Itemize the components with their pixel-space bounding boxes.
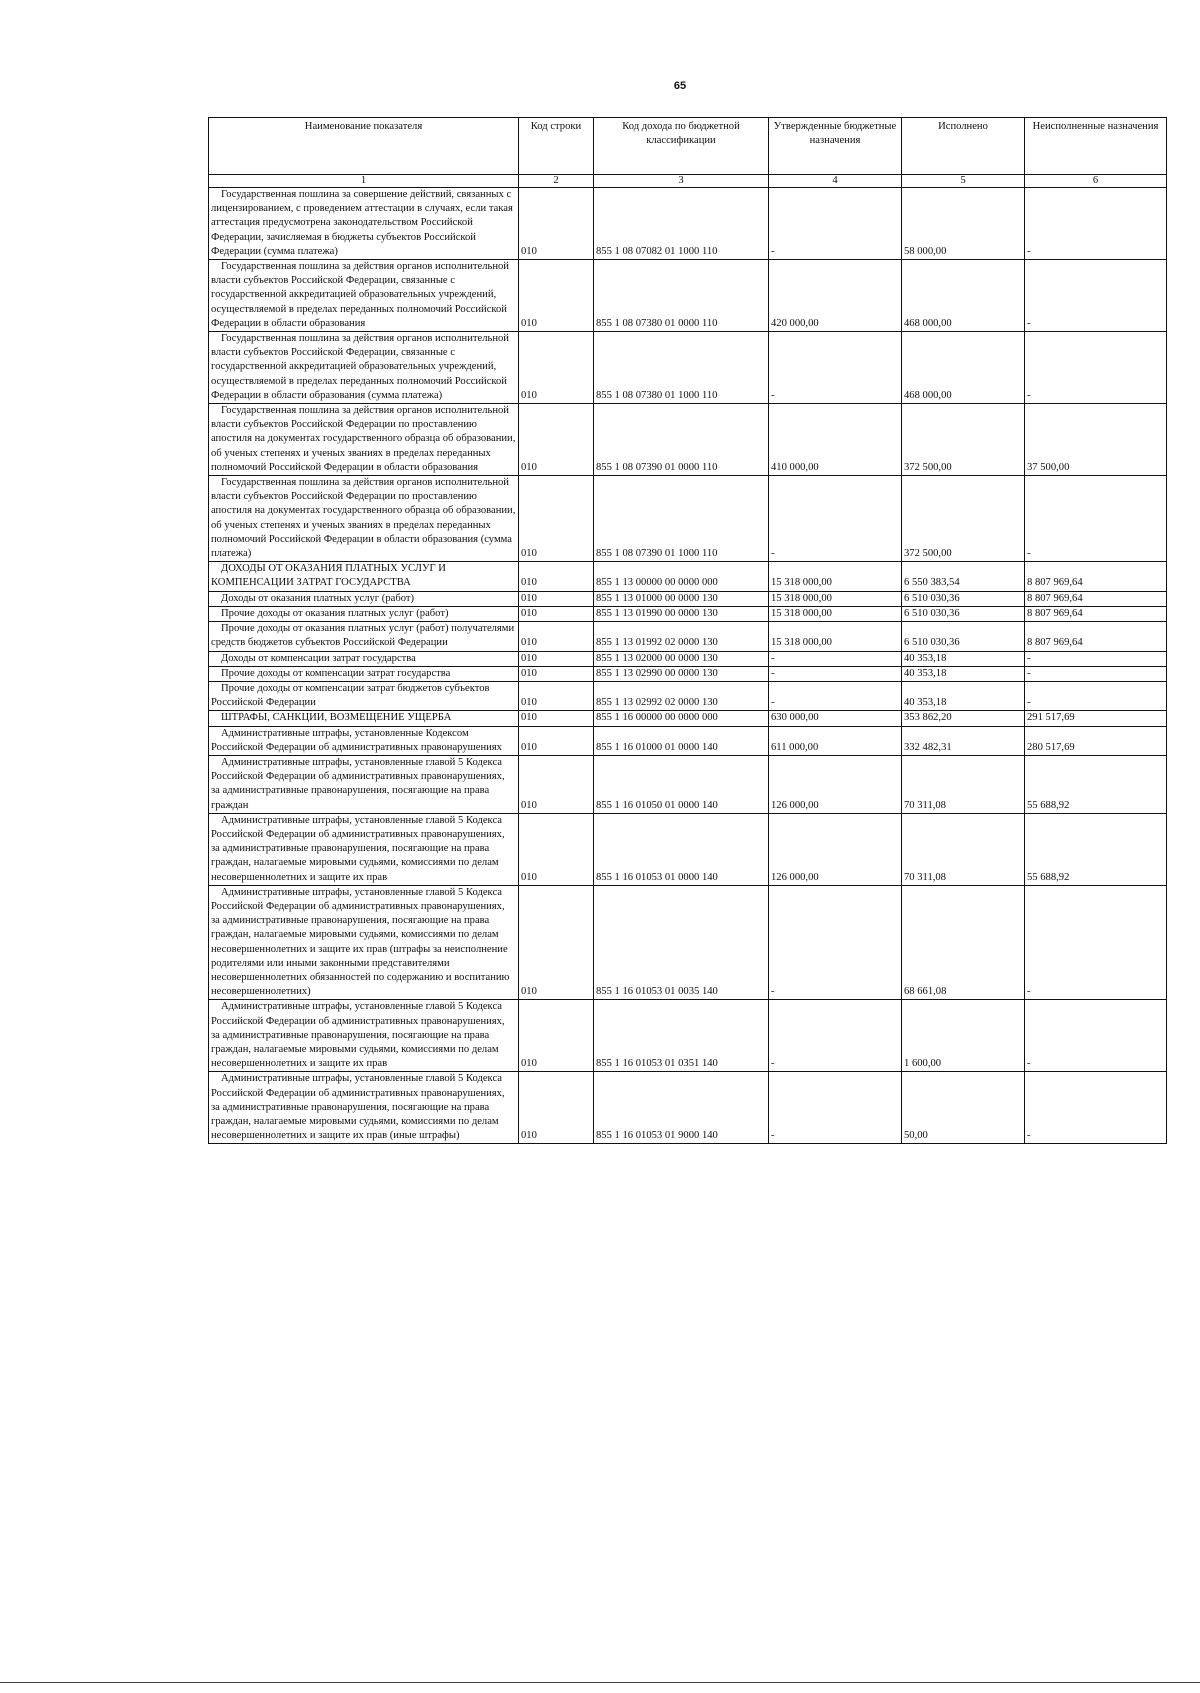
income-code-cell: 855 1 16 01053 01 9000 140 (594, 1072, 769, 1144)
table-row (209, 755, 1167, 813)
line-code-cell: 010 (519, 681, 594, 710)
table-row (209, 711, 1167, 726)
column-number: 6 (1025, 175, 1167, 188)
executed-cell: 6 510 030,36 (902, 622, 1025, 651)
budget-execution-table (208, 117, 1167, 1144)
executed-cell: 6 510 030,36 (902, 606, 1025, 621)
indicator-name: Государственная пошлина за совершение действий, связанных с лицензированием, с проведением аттестации в случаях, если такая аттестация предусмотрена законодательством Российской Федерации, зачисляемая в бюджеты субъектов Российской Федерации (сумма платежа) (211, 189, 513, 257)
executed-cell: 6 510 030,36 (902, 591, 1025, 606)
income-code-cell: 855 1 16 01053 01 0351 140 (594, 1000, 769, 1072)
approved-cell: 15 318 000,00 (769, 606, 902, 621)
approved-cell: - (769, 476, 902, 562)
column-number: 5 (902, 175, 1025, 188)
table-row (209, 476, 1167, 562)
line-code-cell: 010 (519, 591, 594, 606)
income-code-cell: 855 1 08 07082 01 1000 110 (594, 188, 769, 260)
indicator-name-cell (209, 1072, 519, 1144)
income-code-cell: 855 1 16 00000 00 0000 000 (594, 711, 769, 726)
line-code-cell: 010 (519, 606, 594, 621)
income-code-cell: 855 1 16 01000 01 0000 140 (594, 726, 769, 755)
unexecuted-cell: - (1025, 332, 1167, 404)
approved-cell: 611 000,00 (769, 726, 902, 755)
unexecuted-cell: - (1025, 1072, 1167, 1144)
indicator-name-cell (209, 404, 519, 476)
income-code-cell: 855 1 13 01992 02 0000 130 (594, 622, 769, 651)
column-number: 4 (769, 175, 902, 188)
unexecuted-cell: - (1025, 681, 1167, 710)
unexecuted-cell: - (1025, 188, 1167, 260)
executed-cell: 40 353,18 (902, 666, 1025, 681)
indicator-name: Доходы от оказания платных услуг (работ) (221, 592, 415, 604)
executed-cell: 70 311,08 (902, 813, 1025, 885)
column-number: 1 (209, 175, 519, 188)
executed-cell: 1 600,00 (902, 1000, 1025, 1072)
table-body (209, 188, 1167, 1144)
unexecuted-cell: - (1025, 666, 1167, 681)
line-code-cell: 010 (519, 666, 594, 681)
approved-cell: - (769, 1072, 902, 1144)
executed-cell: 372 500,00 (902, 404, 1025, 476)
indicator-name-cell (209, 755, 519, 813)
approved-cell: 126 000,00 (769, 755, 902, 813)
approved-cell: 15 318 000,00 (769, 622, 902, 651)
income-code-cell: 855 1 16 01050 01 0000 140 (594, 755, 769, 813)
indicator-name-cell (209, 332, 519, 404)
indicator-name-cell (209, 711, 519, 726)
approved-cell: - (769, 1000, 902, 1072)
executed-cell: 70 311,08 (902, 755, 1025, 813)
line-code-cell: 010 (519, 260, 594, 332)
line-code-cell: 010 (519, 1072, 594, 1144)
line-code-cell: 010 (519, 404, 594, 476)
table-row (209, 651, 1167, 666)
line-code-cell: 010 (519, 711, 594, 726)
table-row (209, 606, 1167, 621)
unexecuted-cell: 55 688,92 (1025, 755, 1167, 813)
indicator-name: Прочие доходы от оказания платных услуг (работ) получателями средств бюджетов субъектов Российской Федерации (211, 623, 515, 649)
header-executed: Исполнено (902, 118, 1025, 175)
approved-cell: - (769, 885, 902, 1000)
indicator-name: Административные штрафы, установленные главой 5 Кодекса Российской Федерации об административных правонарушениях, за административные правонарушения, посягающие на права граждан, налагаемые мировыми судьями, комиссиями по делам несовершеннолетних и защите их прав (211, 814, 505, 883)
line-code-cell: 010 (519, 726, 594, 755)
approved-cell: - (769, 188, 902, 260)
indicator-name: Государственная пошлина за действия органов исполнительной власти субъектов Российской Федерации, связанные с государственной аккредитацией образовательных учреждений, осуществляемой в пределах переданных полномочий Российской Федерации в области образования (сумма платежа) (211, 333, 509, 401)
income-code-cell: 855 1 16 01053 01 0035 140 (594, 885, 769, 1000)
income-code-cell: 855 1 08 07380 01 0000 110 (594, 260, 769, 332)
header-income-code: Код дохода по бюджетной классификации (594, 118, 769, 175)
executed-cell: 332 482,31 (902, 726, 1025, 755)
approved-cell: 630 000,00 (769, 711, 902, 726)
indicator-name-cell (209, 188, 519, 260)
table-row (209, 188, 1167, 260)
income-code-cell: 855 1 13 02990 00 0000 130 (594, 666, 769, 681)
unexecuted-cell: 37 500,00 (1025, 404, 1167, 476)
unexecuted-cell: - (1025, 260, 1167, 332)
approved-cell: 420 000,00 (769, 260, 902, 332)
indicator-name-cell (209, 651, 519, 666)
income-code-cell: 855 1 16 01053 01 0000 140 (594, 813, 769, 885)
indicator-name-cell (209, 681, 519, 710)
approved-cell: 15 318 000,00 (769, 591, 902, 606)
executed-cell: 468 000,00 (902, 332, 1025, 404)
header-approved: Утвержденные бюджетные назначения (769, 118, 902, 175)
table-row (209, 726, 1167, 755)
table-row (209, 885, 1167, 1000)
unexecuted-cell: 55 688,92 (1025, 813, 1167, 885)
column-number: 2 (519, 175, 594, 188)
indicator-name: Государственная пошлина за действия органов исполнительной власти субъектов Российской Федерации по проставлению апостиля на документах государственного образца об образовании, об ученых степенях и ученых званиях в пределах переданных полномочий Российской Федерации в области образования (211, 405, 516, 473)
indicator-name-cell (209, 562, 519, 591)
unexecuted-cell: 8 807 969,64 (1025, 591, 1167, 606)
table-row (209, 1000, 1167, 1072)
indicator-name: Административные штрафы, установленные главой 5 Кодекса Российской Федерации об административных правонарушениях, за административные правонарушения, посягающие на права граждан, налагаемые мировыми судьями, комиссиями по делам несовершеннолетних и защите их прав (иные штрафы) (211, 1073, 505, 1142)
indicator-name: Государственная пошлина за действия органов исполнительной власти субъектов Российской Федерации, связанные с государственной аккредитацией образовательных учреждений, осуществляемой в пределах переданных полномочий Российской Федерации в области образования (211, 261, 509, 329)
table-row (209, 622, 1167, 651)
indicator-name: Прочие доходы от оказания платных услуг (работ) (221, 607, 449, 619)
line-code-cell: 010 (519, 885, 594, 1000)
table-row (209, 681, 1167, 710)
line-code-cell: 010 (519, 188, 594, 260)
income-code-cell: 855 1 13 02992 02 0000 130 (594, 681, 769, 710)
executed-cell: 58 000,00 (902, 188, 1025, 260)
executed-cell: 468 000,00 (902, 260, 1025, 332)
indicator-name: Административные штрафы, установленные главой 5 Кодекса Российской Федерации об административных правонарушениях, за административные правонарушения, посягающие на права граждан (211, 756, 505, 811)
indicator-name-cell (209, 1000, 519, 1072)
indicator-name: ДОХОДЫ ОТ ОКАЗАНИЯ ПЛАТНЫХ УСЛУГ И КОМПЕНСАЦИИ ЗАТРАТ ГОСУДАРСТВА (211, 563, 446, 589)
line-code-cell: 010 (519, 476, 594, 562)
indicator-name-cell (209, 476, 519, 562)
executed-cell: 40 353,18 (902, 651, 1025, 666)
column-number-row (209, 175, 1167, 188)
indicator-name-cell (209, 606, 519, 621)
approved-cell: 410 000,00 (769, 404, 902, 476)
indicator-name: Прочие доходы от компенсации затрат бюджетов субъектов Российской Федерации (211, 682, 490, 709)
unexecuted-cell: - (1025, 651, 1167, 666)
income-code-cell: 855 1 13 01000 00 0000 130 (594, 591, 769, 606)
indicator-name-cell (209, 622, 519, 651)
executed-cell: 372 500,00 (902, 476, 1025, 562)
header-indicator-name: Наименование показателя (209, 118, 519, 175)
executed-cell: 40 353,18 (902, 681, 1025, 710)
executed-cell: 68 661,08 (902, 885, 1025, 1000)
approved-cell: 126 000,00 (769, 813, 902, 885)
unexecuted-cell: - (1025, 1000, 1167, 1072)
indicator-name: Административные штрафы, установленные главой 5 Кодекса Российской Федерации об административных правонарушениях, за административные правонарушения, посягающие на права граждан, налагаемые мировыми судьями, комиссиями по делам несовершеннолетних и защите их прав (211, 1001, 505, 1070)
unexecuted-cell: - (1025, 476, 1167, 562)
table-row (209, 813, 1167, 885)
executed-cell: 353 862,20 (902, 711, 1025, 726)
line-code-cell: 010 (519, 755, 594, 813)
indicator-name: Доходы от компенсации затрат государства (221, 652, 416, 664)
indicator-name-cell (209, 726, 519, 755)
income-code-cell: 855 1 08 07390 01 0000 110 (594, 404, 769, 476)
table-row (209, 562, 1167, 591)
column-number: 3 (594, 175, 769, 188)
table-row (209, 591, 1167, 606)
unexecuted-cell: 280 517,69 (1025, 726, 1167, 755)
line-code-cell: 010 (519, 622, 594, 651)
indicator-name: Государственная пошлина за действия органов исполнительной власти субъектов Российской Федерации по проставлению апостиля на документах государственного образца об образовании, об ученых степенях и ученых званиях в пределах переданных полномочий Российской Федерации в области образования (сумма платежа) (211, 477, 516, 560)
indicator-name-cell (209, 813, 519, 885)
table-row (209, 1072, 1167, 1144)
approved-cell: 15 318 000,00 (769, 562, 902, 591)
income-code-cell: 855 1 08 07380 01 1000 110 (594, 332, 769, 404)
income-code-cell: 855 1 08 07390 01 1000 110 (594, 476, 769, 562)
line-code-cell: 010 (519, 332, 594, 404)
header-row (209, 118, 1167, 175)
approved-cell: - (769, 681, 902, 710)
indicator-name-cell (209, 260, 519, 332)
executed-cell: 6 550 383,54 (902, 562, 1025, 591)
line-code-cell: 010 (519, 562, 594, 591)
header-unexecuted: Неисполненные назначения (1025, 118, 1167, 175)
income-code-cell: 855 1 13 02000 00 0000 130 (594, 651, 769, 666)
line-code-cell: 010 (519, 813, 594, 885)
approved-cell: - (769, 332, 902, 404)
unexecuted-cell: 8 807 969,64 (1025, 562, 1167, 591)
header-line-code: Код строки (519, 118, 594, 175)
indicator-name: Административные штрафы, установленные главой 5 Кодекса Российской Федерации об административных правонарушениях, за административные правонарушения, посягающие на права граждан, налагаемые мировыми судьями, комиссиями по делам несовершеннолетних и защите их прав (штрафы за неисполнение родителями или иными законными представителями несовершеннолетних обязанностей по содержанию и воспитанию несовершеннолетних) (211, 886, 510, 998)
approved-cell: - (769, 651, 902, 666)
table-row (209, 404, 1167, 476)
indicator-name: ШТРАФЫ, САНКЦИИ, ВОЗМЕЩЕНИЕ УЩЕРБА (221, 712, 452, 724)
income-code-cell: 855 1 13 00000 00 0000 000 (594, 562, 769, 591)
approved-cell: - (769, 666, 902, 681)
table-row (209, 260, 1167, 332)
unexecuted-cell: - (1025, 885, 1167, 1000)
indicator-name-cell (209, 885, 519, 1000)
unexecuted-cell: 8 807 969,64 (1025, 622, 1167, 651)
indicator-name-cell (209, 666, 519, 681)
indicator-name: Административные штрафы, установленные Кодексом Российской Федерации об административных правонарушениях (211, 727, 502, 753)
table-row (209, 332, 1167, 404)
page-number: 65 (673, 80, 687, 92)
indicator-name: Прочие доходы от компенсации затрат государства (221, 667, 451, 679)
unexecuted-cell: 291 517,69 (1025, 711, 1167, 726)
line-code-cell: 010 (519, 1000, 594, 1072)
table-row (209, 666, 1167, 681)
bottom-rule (0, 1682, 1200, 1683)
executed-cell: 50,00 (902, 1072, 1025, 1144)
income-code-cell: 855 1 13 01990 00 0000 130 (594, 606, 769, 621)
indicator-name-cell (209, 591, 519, 606)
line-code-cell: 010 (519, 651, 594, 666)
unexecuted-cell: 8 807 969,64 (1025, 606, 1167, 621)
